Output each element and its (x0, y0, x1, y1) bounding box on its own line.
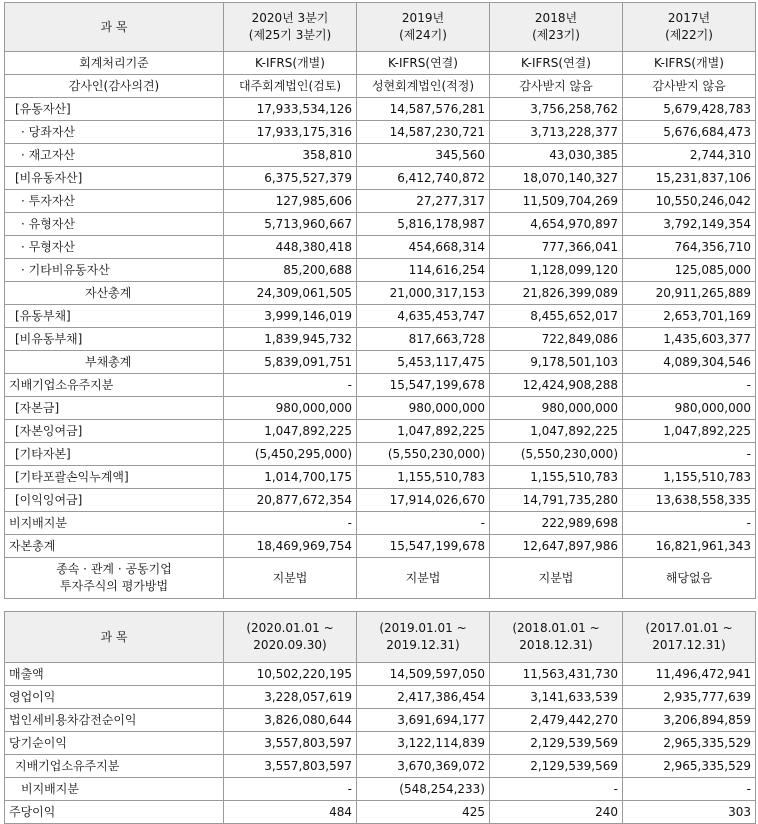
value-cell: 3,557,803,597 (224, 755, 357, 778)
row-label: · 당좌자산 (5, 121, 224, 144)
valuation-method-value: 지분법 (357, 558, 490, 599)
row-label: · 재고자산 (5, 144, 224, 167)
value-cell: 21,826,399,089 (490, 282, 623, 305)
period-header (490, 3, 623, 52)
label-line1: 종속 · 관계 · 공동기업 (56, 562, 172, 576)
period-header (224, 612, 357, 663)
value-cell: 222,989,698 (490, 512, 623, 535)
valuation-method-value: 지분법 (490, 558, 623, 599)
table-row (5, 512, 756, 535)
value-cell: 11,563,431,730 (490, 663, 623, 686)
row-label: 주당이익 (5, 801, 224, 824)
row-label: [기타자본] (5, 443, 224, 466)
row-label: 자본총계 (5, 535, 224, 558)
value-cell: 85,200,688 (224, 259, 357, 282)
value-cell: 1,047,892,225 (490, 420, 623, 443)
valuation-method-row (5, 558, 756, 599)
value-cell: 2,653,701,169 (623, 305, 756, 328)
income-statement-body (5, 612, 756, 824)
period-header (224, 3, 357, 52)
period-line2: (제22기) (665, 28, 713, 42)
row-label: 매출액 (5, 663, 224, 686)
table-row (5, 443, 756, 466)
value-cell: 11,509,704,269 (490, 190, 623, 213)
value-cell: 1,839,945,732 (224, 328, 357, 351)
value-cell: K-IFRS(연결) (490, 52, 623, 75)
value-cell: 817,663,728 (357, 328, 490, 351)
table-row (5, 213, 756, 236)
value-cell: 2,479,442,270 (490, 709, 623, 732)
value-cell: K-IFRS(연결) (357, 52, 490, 75)
value-cell: 3,999,146,019 (224, 305, 357, 328)
financial-summary (4, 2, 755, 824)
row-label: 자산총계 (5, 282, 224, 305)
value-cell: 15,547,199,678 (357, 535, 490, 558)
table-row (5, 732, 756, 755)
header-row (5, 612, 756, 663)
table-row (5, 686, 756, 709)
period-line2: 2019.12.31) (386, 638, 460, 652)
period-line1: (2018.01.01 ~ (512, 621, 600, 635)
row-label: [기타포괄손익누계액] (5, 466, 224, 489)
row-label: [이익잉여금] (5, 489, 224, 512)
value-cell: 10,550,246,042 (623, 190, 756, 213)
value-cell: 8,455,652,017 (490, 305, 623, 328)
value-cell: 14,587,230,721 (357, 121, 490, 144)
value-cell: 16,821,961,343 (623, 535, 756, 558)
value-cell: 17,933,175,316 (224, 121, 357, 144)
value-cell: - (357, 512, 490, 535)
table-row (5, 397, 756, 420)
period-line1: (2017.01.01 ~ (645, 621, 733, 635)
period-line1: (2019.01.01 ~ (379, 621, 467, 635)
value-cell: - (623, 374, 756, 397)
value-cell: 303 (623, 801, 756, 824)
value-cell: K-IFRS(개별) (224, 52, 357, 75)
value-cell: 감사받지 않음 (490, 75, 623, 98)
value-cell: 18,469,969,754 (224, 535, 357, 558)
value-cell: 1,047,892,225 (623, 420, 756, 443)
value-cell: 4,635,453,747 (357, 305, 490, 328)
table-row (5, 374, 756, 397)
valuation-method-label (5, 558, 224, 599)
value-cell: 1,047,892,225 (357, 420, 490, 443)
row-label: · 무형자산 (5, 236, 224, 259)
value-cell: (5,550,230,000) (357, 443, 490, 466)
value-cell: 2,744,310 (623, 144, 756, 167)
value-cell: 27,277,317 (357, 190, 490, 213)
row-label: 감사인(감사의견) (5, 75, 224, 98)
table-row (5, 75, 756, 98)
value-cell: 17,914,026,670 (357, 489, 490, 512)
row-label: 부채총계 (5, 351, 224, 374)
table-row (5, 535, 756, 558)
value-cell: 358,810 (224, 144, 357, 167)
table-row (5, 52, 756, 75)
table-row (5, 755, 756, 778)
value-cell: 3,713,228,377 (490, 121, 623, 144)
value-cell: - (224, 374, 357, 397)
period-header (490, 612, 623, 663)
value-cell: 43,030,385 (490, 144, 623, 167)
value-cell: 454,668,314 (357, 236, 490, 259)
period-line2: 2018.12.31) (519, 638, 593, 652)
value-cell: 764,356,710 (623, 236, 756, 259)
value-cell: 2,965,335,529 (623, 755, 756, 778)
value-cell: 980,000,000 (490, 397, 623, 420)
period-line2: (제23기) (532, 28, 580, 42)
row-label: [비유동부채] (5, 328, 224, 351)
value-cell: 2,935,777,639 (623, 686, 756, 709)
value-cell: 2,417,386,454 (357, 686, 490, 709)
value-cell: (548,254,233) (357, 778, 490, 801)
table-row (5, 778, 756, 801)
table-row (5, 259, 756, 282)
row-label: [유동자산] (5, 98, 224, 121)
row-label: 비지배지분 (5, 512, 224, 535)
value-cell: 425 (357, 801, 490, 824)
table-row (5, 801, 756, 824)
value-cell: 18,070,140,327 (490, 167, 623, 190)
value-cell: 2,965,335,529 (623, 732, 756, 755)
value-cell: 1,047,892,225 (224, 420, 357, 443)
value-cell: 3,228,057,619 (224, 686, 357, 709)
value-cell: 2,129,539,569 (490, 755, 623, 778)
period-line2: 2017.12.31) (652, 638, 726, 652)
value-cell: 5,713,960,667 (224, 213, 357, 236)
value-cell: 1,155,510,783 (490, 466, 623, 489)
value-cell: 1,155,510,783 (623, 466, 756, 489)
balance-sheet-body (5, 3, 756, 599)
value-cell: - (224, 512, 357, 535)
table-row (5, 489, 756, 512)
value-cell: 24,309,061,505 (224, 282, 357, 305)
value-cell: (5,550,230,000) (490, 443, 623, 466)
row-label: 지배기업소유주지분 (5, 755, 224, 778)
table-row (5, 167, 756, 190)
row-label: · 유형자산 (5, 213, 224, 236)
income-statement-table (4, 611, 756, 824)
value-cell: 114,616,254 (357, 259, 490, 282)
value-cell: 240 (490, 801, 623, 824)
value-cell: 3,557,803,597 (224, 732, 357, 755)
value-cell: 3,206,894,859 (623, 709, 756, 732)
table-gap (4, 599, 755, 611)
value-cell: 3,792,149,354 (623, 213, 756, 236)
period-line2: (제25기 3분기) (248, 28, 332, 42)
value-cell: 대주회계법인(검토) (224, 75, 357, 98)
value-cell: 980,000,000 (623, 397, 756, 420)
value-cell: 6,375,527,379 (224, 167, 357, 190)
period-line1: 2018년 (534, 11, 578, 25)
period-line1: 2019년 (401, 11, 445, 25)
value-cell: 1,435,603,377 (623, 328, 756, 351)
value-cell: 125,085,000 (623, 259, 756, 282)
value-cell: 12,424,908,288 (490, 374, 623, 397)
value-cell: 10,502,220,195 (224, 663, 357, 686)
period-line1: 2020년 3분기 (251, 11, 329, 25)
row-label: [자본금] (5, 397, 224, 420)
period-line1: 2017년 (667, 11, 711, 25)
value-cell: 12,647,897,986 (490, 535, 623, 558)
row-label: 비지배지분 (5, 778, 224, 801)
value-cell: 17,933,534,126 (224, 98, 357, 121)
row-label: [유동부채] (5, 305, 224, 328)
value-cell: 5,453,117,475 (357, 351, 490, 374)
table-row (5, 420, 756, 443)
value-cell: 감사받지 않음 (623, 75, 756, 98)
value-cell: 3,670,369,072 (357, 755, 490, 778)
value-cell: 14,587,576,281 (357, 98, 490, 121)
value-cell: 14,509,597,050 (357, 663, 490, 686)
value-cell: 11,496,472,941 (623, 663, 756, 686)
value-cell: K-IFRS(개별) (623, 52, 756, 75)
value-cell: - (490, 778, 623, 801)
period-header (623, 612, 756, 663)
value-cell: 6,412,740,872 (357, 167, 490, 190)
value-cell: 21,000,317,153 (357, 282, 490, 305)
table-row (5, 328, 756, 351)
period-header (357, 3, 490, 52)
value-cell: 3,141,633,539 (490, 686, 623, 709)
value-cell: 448,380,418 (224, 236, 357, 259)
table-row (5, 663, 756, 686)
value-cell: 5,676,684,473 (623, 121, 756, 144)
value-cell: 980,000,000 (357, 397, 490, 420)
value-cell: 4,089,304,546 (623, 351, 756, 374)
row-label: 법인세비용차감전순이익 (5, 709, 224, 732)
value-cell: - (623, 512, 756, 535)
value-cell: 15,547,199,678 (357, 374, 490, 397)
period-line1: (2020.01.01 ~ (246, 621, 334, 635)
table-row (5, 190, 756, 213)
period-header (357, 612, 490, 663)
value-cell: 484 (224, 801, 357, 824)
value-cell: 1,128,099,120 (490, 259, 623, 282)
value-cell: 13,638,558,335 (623, 489, 756, 512)
value-cell: 127,985,606 (224, 190, 357, 213)
period-line2: 2020.09.30) (253, 638, 327, 652)
table-row (5, 236, 756, 259)
label-line2: 투자주식의 평가방법 (59, 579, 169, 593)
value-cell: 3,756,258,762 (490, 98, 623, 121)
value-cell: 3,122,114,839 (357, 732, 490, 755)
value-cell: - (224, 778, 357, 801)
value-cell: 1,014,700,175 (224, 466, 357, 489)
row-label: · 기타비유동자산 (5, 259, 224, 282)
table-row (5, 282, 756, 305)
row-label: 영업이익 (5, 686, 224, 709)
row-label: 당기순이익 (5, 732, 224, 755)
subject-header: 과 목 (5, 612, 224, 663)
table-row (5, 98, 756, 121)
value-cell: 4,654,970,897 (490, 213, 623, 236)
table-row (5, 466, 756, 489)
row-label: · 투자자산 (5, 190, 224, 213)
value-cell: - (623, 778, 756, 801)
valuation-method-value: 지분법 (224, 558, 357, 599)
subject-header: 과 목 (5, 3, 224, 52)
row-label: [비유동자산] (5, 167, 224, 190)
value-cell: 5,839,091,751 (224, 351, 357, 374)
value-cell: 20,877,672,354 (224, 489, 357, 512)
value-cell: 성현회계법인(적정) (357, 75, 490, 98)
table-row (5, 709, 756, 732)
row-label: 지배기업소유주지분 (5, 374, 224, 397)
balance-sheet-table (4, 2, 756, 599)
value-cell: 3,691,694,177 (357, 709, 490, 732)
table-row (5, 121, 756, 144)
value-cell: 1,155,510,783 (357, 466, 490, 489)
header-row (5, 3, 756, 52)
value-cell: 980,000,000 (224, 397, 357, 420)
value-cell: 722,849,086 (490, 328, 623, 351)
table-row (5, 351, 756, 374)
value-cell: (5,450,295,000) (224, 443, 357, 466)
row-label: [자본잉여금] (5, 420, 224, 443)
valuation-method-value: 해당없음 (623, 558, 756, 599)
value-cell: 9,178,501,103 (490, 351, 623, 374)
value-cell: 14,791,735,280 (490, 489, 623, 512)
value-cell: 3,826,080,644 (224, 709, 357, 732)
value-cell: 20,911,265,889 (623, 282, 756, 305)
period-header (623, 3, 756, 52)
value-cell: 2,129,539,569 (490, 732, 623, 755)
table-row (5, 144, 756, 167)
value-cell: 15,231,837,106 (623, 167, 756, 190)
value-cell: 345,560 (357, 144, 490, 167)
period-line2: (제24기) (399, 28, 447, 42)
value-cell: - (623, 443, 756, 466)
value-cell: 5,679,428,783 (623, 98, 756, 121)
table-row (5, 305, 756, 328)
value-cell: 777,366,041 (490, 236, 623, 259)
value-cell: 5,816,178,987 (357, 213, 490, 236)
row-label: 회계처리기준 (5, 52, 224, 75)
